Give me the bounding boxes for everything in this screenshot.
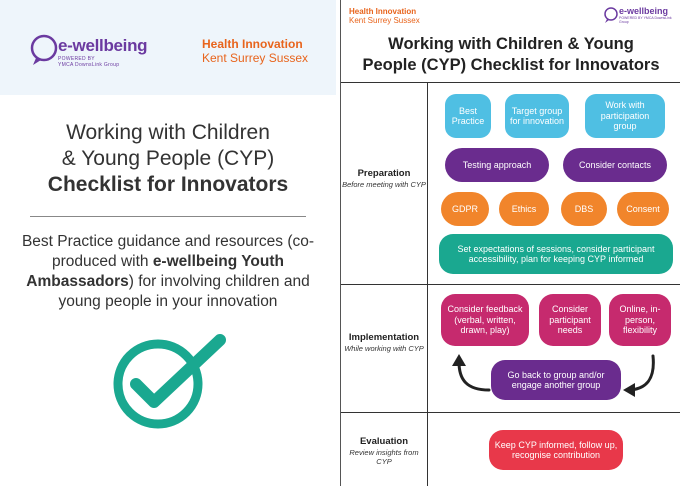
cover-title: Working with Children & Young People (CYP) Checklist for Innovators bbox=[47, 121, 289, 196]
loop-arrow-left-icon bbox=[445, 350, 493, 396]
item-gdpr: GDPR bbox=[441, 192, 489, 226]
grid-line bbox=[341, 284, 680, 285]
item-go-back-to-group: Go back to group and/or engage another group bbox=[491, 360, 621, 400]
item-online-flexibility: Online, in-person, flexibility bbox=[609, 294, 671, 346]
item-work-with-group: Work with participation group bbox=[585, 94, 665, 138]
checklist-panel bbox=[340, 0, 680, 486]
grid-line bbox=[341, 412, 680, 413]
section-implementation: Implementation While working with CYP bbox=[344, 332, 424, 353]
item-consider-feedback: Consider feedback (verbal, written, drawn, play) bbox=[441, 294, 529, 346]
section-preparation: Preparation Before meeting with CYP bbox=[342, 168, 426, 189]
item-ethics: Ethics bbox=[499, 192, 549, 226]
cover-header bbox=[0, 0, 336, 95]
item-set-expectations: Set expectations of sessions, consider participant accessibility, plan for keeping CYP informed bbox=[439, 234, 673, 274]
item-consider-contacts: Consider contacts bbox=[563, 148, 667, 182]
health-innovation-logo: Health Innovation Kent Surrey Sussex bbox=[202, 37, 309, 65]
e-wellbeing-logo-icon bbox=[603, 6, 619, 24]
item-consent: Consent bbox=[617, 192, 669, 226]
health-innovation-logo-small: Health Innovation Kent Surrey Sussex bbox=[349, 7, 420, 25]
e-wellbeing-wordmark: e-wellbeing bbox=[58, 36, 148, 55]
checklist-title: Working with Children & Young People (CYP) Checklist for Innovators bbox=[362, 35, 660, 74]
e-wellbeing-group: POWERED BY YMCA DownsLink Group bbox=[58, 56, 120, 68]
item-target-group: Target group for innovation bbox=[505, 94, 569, 138]
cover-panel bbox=[0, 0, 336, 486]
checkmark-icon bbox=[108, 334, 228, 434]
cover-description: Best Practice guidance and resources (co-produced with e-wellbeing Youth Ambassadors) for involving children and young people in your innovation bbox=[21, 233, 315, 310]
item-dbs: DBS bbox=[561, 192, 607, 226]
loop-arrow-right-icon bbox=[621, 352, 665, 398]
item-best-practice: Best Practice bbox=[445, 94, 491, 138]
item-participant-needs: Consider participant needs bbox=[539, 294, 601, 346]
grid-line bbox=[341, 82, 680, 83]
divider bbox=[30, 216, 306, 217]
e-wellbeing-logo-small: e-wellbeing POWERED BY YMCA DownsLink Group bbox=[603, 6, 675, 24]
grid-line bbox=[427, 82, 428, 486]
section-evaluation: Evaluation Review insights from CYP bbox=[349, 436, 419, 466]
item-keep-cyp-informed: Keep CYP informed, follow up, recognise contribution bbox=[489, 430, 623, 470]
item-testing-approach: Testing approach bbox=[445, 148, 549, 182]
